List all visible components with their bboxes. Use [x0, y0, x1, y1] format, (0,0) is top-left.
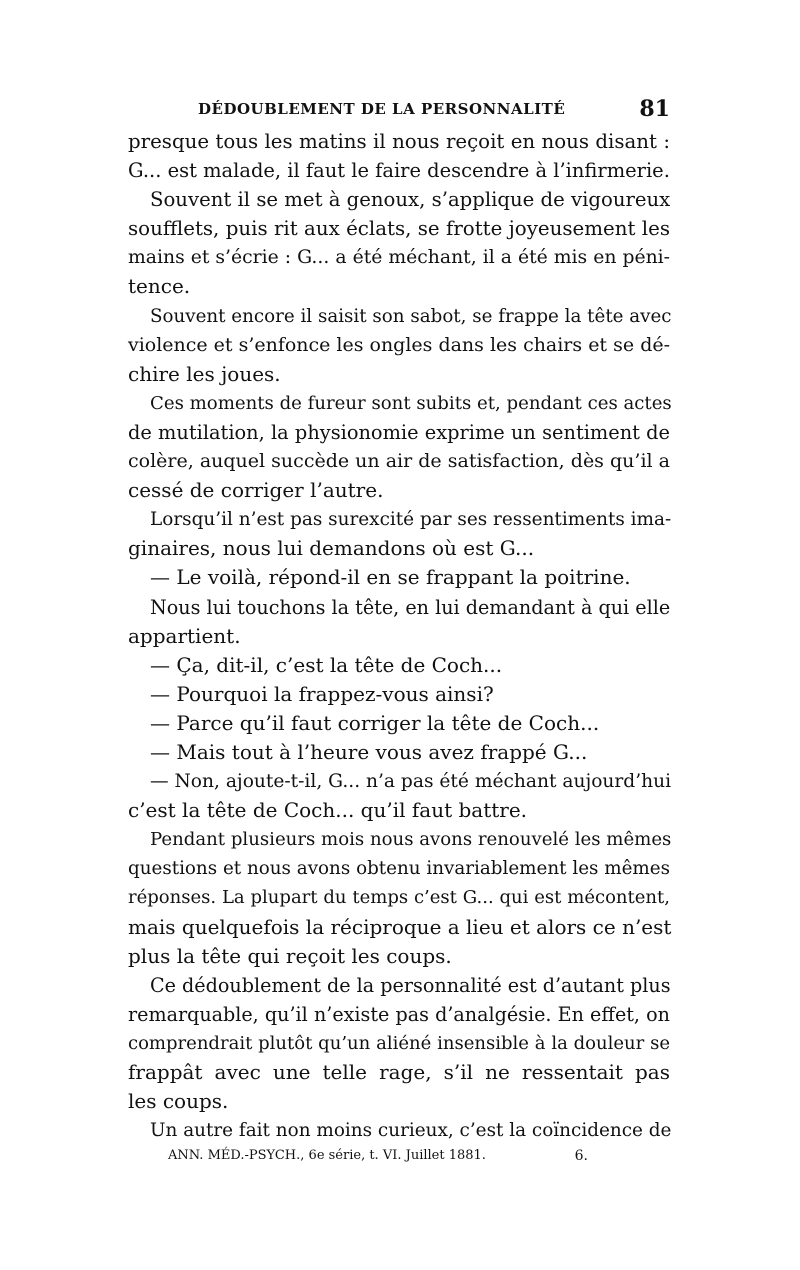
text-line: frappât avec une telle rage, s’il ne ressentait pas	[128, 1060, 670, 1084]
text-line: — Ça, dit-il, c’est la tête de Coch...	[150, 652, 503, 677]
text-line: mais quelquefois la réciproque a lieu et alors ce n’est	[128, 914, 672, 939]
running-title: DÉDOUBLEMENT DE LA PERSONNALITÉ	[198, 100, 566, 118]
text-line: colère, auquel succède un air de satisfaction, dès qu’il a	[128, 450, 670, 473]
text-line: c’est la tête de Coch... qu’il faut battre.	[128, 798, 528, 823]
text-line: soufflets, puis rit aux éclats, se frotte joyeusement les	[128, 217, 670, 241]
text-line: Un autre fait non moins curieux, c’est la coïncidence de	[150, 1120, 672, 1142]
text-line: — Le voilà, répond-il en se frappant la poitrine.	[150, 565, 631, 590]
text-line: Pendant plusieurs mois nous avons renouvelé les mêmes	[150, 829, 672, 851]
text-line: de mutilation, la physionomie exprime un sentiment de	[128, 420, 670, 444]
text-line: remarquable, qu’il n’existe pas d’analgésie. En effet, on	[128, 1002, 670, 1026]
text-line: mains et s’écrie : G... a été méchant, il a été mis en péni-	[128, 247, 670, 269]
text-line: tence.	[128, 274, 191, 299]
text-line: chire les joues.	[128, 361, 281, 386]
text-line: appartient.	[128, 623, 241, 648]
text-line: plus la tête qui reçoit les coups.	[128, 943, 452, 968]
text-line: ginaires, nous lui demandons où est G...	[128, 536, 535, 561]
text-line: Souvent il se met à genoux, s’applique de vigoureux	[150, 188, 671, 212]
text-line: cessé de corriger l’autre.	[128, 478, 384, 503]
text-line: Ces moments de fureur sont subits et, pendant ces actes	[150, 392, 672, 414]
text-line: Ce dédoublement de la personnalité est d’autant plus	[150, 973, 671, 997]
text-line: — Mais tout à l’heure vous avez frappé G...	[150, 739, 588, 764]
text-line: G... est malade, il faut le faire descendre à l’infirmerie.	[128, 159, 670, 183]
text-line: questions et nous avons obtenu invariablement les mêmes	[128, 858, 670, 880]
text-line: violence et s’enfonce les ongles dans les chairs et se dé-	[128, 333, 670, 356]
text-line: réponses. La plupart du temps c’est G... qui est mécontent,	[128, 887, 670, 909]
text-line: presque tous les matins il nous reçoit en nous disant :	[128, 130, 670, 153]
text-line: comprendrait plutôt qu’un aliéné insensible à la douleur se	[128, 1032, 670, 1054]
body-text	[128, 127, 670, 1145]
running-header	[128, 96, 670, 124]
page-number: 81	[639, 96, 670, 122]
text-line: les coups.	[128, 1089, 229, 1114]
footer-citation: ANN. MÉD.-PSYCH., 6e série, t. VI. Juillet 1881.	[168, 1148, 486, 1163]
footer	[168, 1148, 588, 1163]
text-line: Nous lui touchons la tête, en lui demandant à qui elle	[150, 595, 671, 619]
text-line: Lorsqu’il n’est pas surexcité par ses ressentiments ima-	[150, 509, 672, 531]
signature-mark: 6.	[574, 1148, 588, 1164]
text-line: Souvent encore il saisit son sabot, se frappe la tête avec	[150, 305, 672, 327]
text-line: — Pourquoi la frappez-vous ainsi?	[150, 681, 494, 706]
text-line: — Non, ajoute-t-il, G... n’a pas été méchant aujourd’hui	[150, 771, 672, 793]
text-line: — Parce qu’il faut corriger la tête de Coch...	[150, 710, 600, 735]
